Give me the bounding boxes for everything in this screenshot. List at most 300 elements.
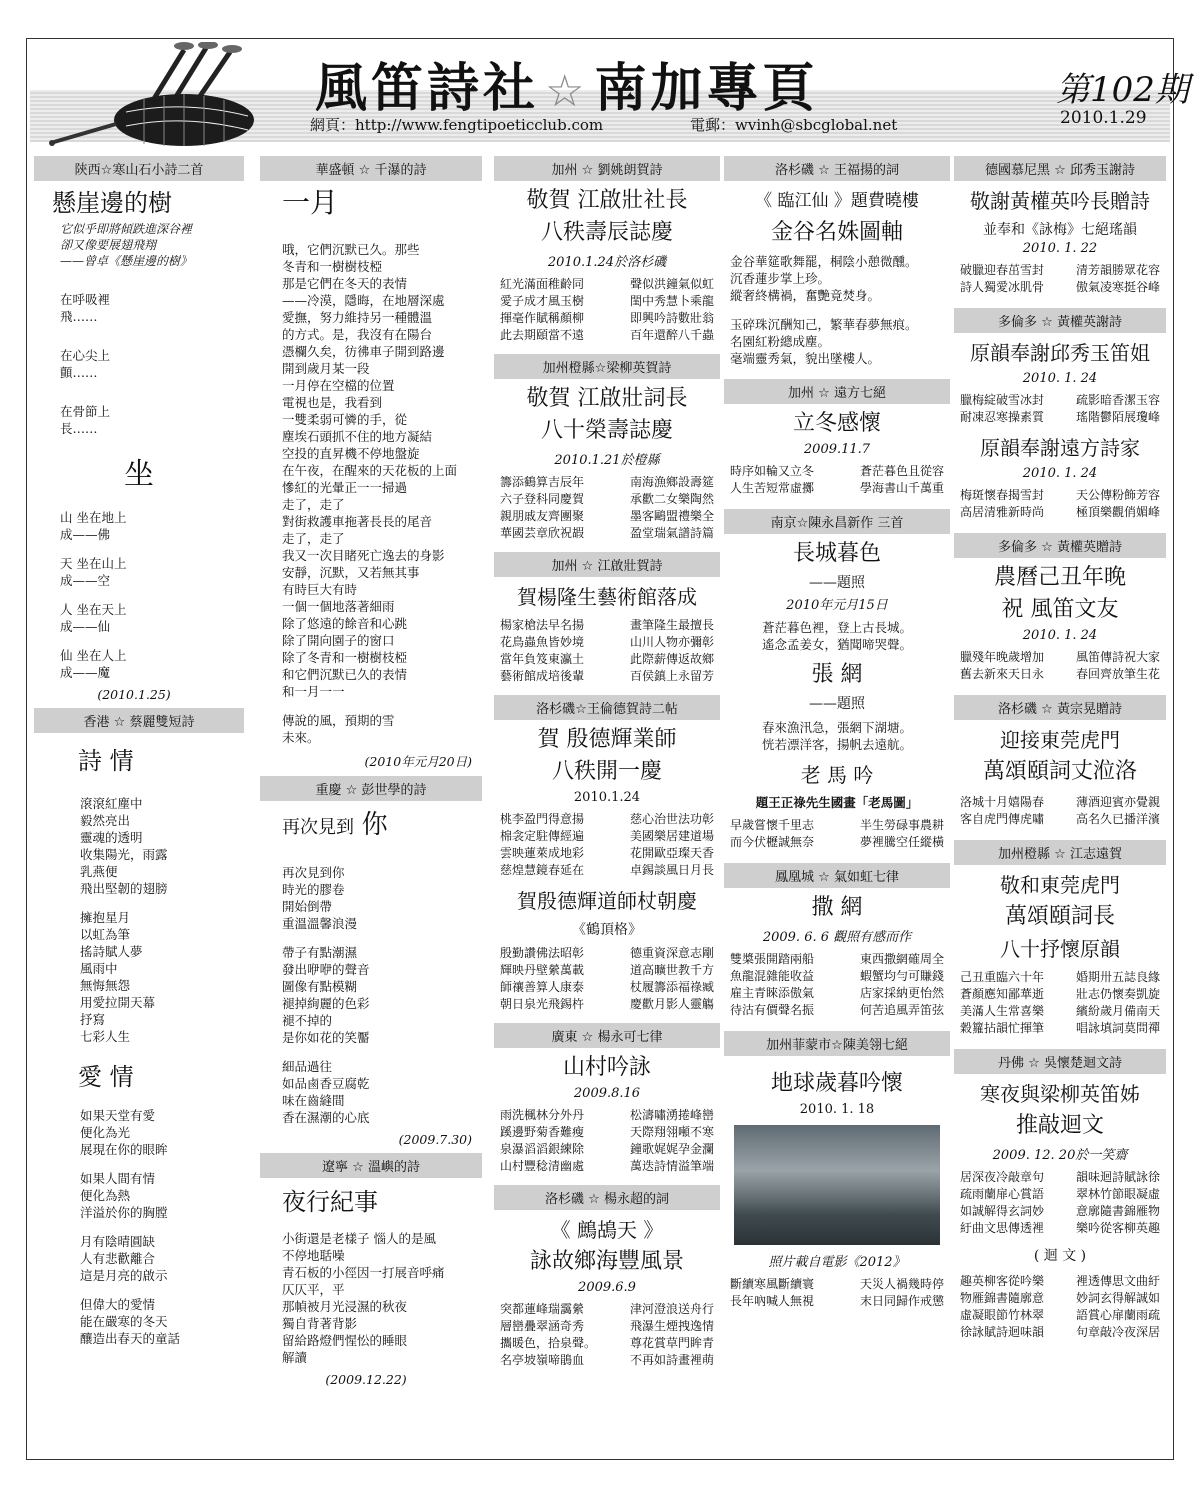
- section-bar: 廣東 ☆ 楊永可七律: [494, 1023, 720, 1048]
- couplet-row: [494, 525, 720, 542]
- couplet-line: 時序如輪又立冬: [730, 464, 815, 478]
- couplet-line: 清芳韻勝眾花容: [1075, 263, 1160, 277]
- couplet-line: 而今伏櫪誠無奈: [730, 835, 815, 849]
- couplet-row: [494, 508, 720, 525]
- couplet-row: [954, 969, 1166, 986]
- photo-image: [734, 1125, 940, 1245]
- couplet-line: 楊家槍法早名揚: [500, 618, 585, 632]
- couplet-line: 聲似洪鐘氣似虹: [629, 277, 714, 291]
- couplet-line: 東西撒網確周全: [859, 952, 944, 966]
- title-left: 風笛詩社: [315, 59, 540, 119]
- poem-line: 傳說的風，預期的雪: [282, 713, 395, 728]
- section-bar: 香港 ☆ 蔡麗雙短詩: [34, 708, 244, 733]
- poem-line: 成——魔: [60, 665, 111, 680]
- poem-title: 萬頌頤詞丈涖洛: [982, 759, 1137, 784]
- couplet-line: 語賞心扉蘭雨疏: [1075, 1308, 1160, 1322]
- poem-line: 沉香蓮步掌上珍。: [730, 271, 831, 286]
- poem-title: 立冬感懷: [792, 411, 881, 436]
- couplet-line: 半生勞碌事農耕: [859, 818, 944, 832]
- couplet-line: 蹊邊野菊香難瘦: [500, 1125, 585, 1139]
- poem-line: 除了開向園子的窗口: [282, 633, 395, 648]
- poem-line: 展現在你的眼眸: [80, 1142, 168, 1157]
- poem-line: 有時巨大有時: [282, 582, 358, 597]
- poem-title: 一月: [282, 186, 339, 219]
- couplet-row: [494, 1141, 720, 1158]
- poem-line: 在午夜，在醒來的天花板的上面: [282, 463, 458, 478]
- poem-body: [954, 392, 1166, 426]
- couplet-row: [494, 327, 720, 344]
- couplet-line: 薄酒迎賓亦覺親: [1075, 795, 1160, 809]
- poem-line: 收集陽光，雨露: [80, 847, 168, 862]
- section-bar: 多倫多 ☆ 黃權英謝詩: [954, 308, 1166, 333]
- section-bar: 華盛頓 ☆ 千瀑的詩: [260, 156, 482, 181]
- poem-date: 2010.1.24: [573, 790, 641, 805]
- poem-body: [494, 811, 720, 879]
- couplet-line: 棉衾定駐傳經遍: [500, 829, 585, 843]
- poem-line: 重溫溫馨浪漫: [282, 916, 358, 931]
- couplet-line: 雙槳張開踏兩船: [730, 952, 815, 966]
- couplet-row: [494, 962, 720, 979]
- poem-title: 懸崖邊的樹: [52, 189, 172, 217]
- couplet-line: 慈煌慧鏡春延在: [500, 863, 585, 877]
- poem-line: 仙 坐在人上: [60, 648, 127, 663]
- poem-line: 一雙柔弱可憐的手，從: [282, 412, 408, 427]
- poem-line: 開到歲月某一段: [282, 361, 370, 376]
- poem-date: 2010年元月15日: [786, 598, 888, 613]
- poem-subtitle: ——題照: [809, 696, 865, 712]
- couplet-row: [954, 1186, 1166, 1203]
- poem-line: 安靜，沉默，又若無其事: [282, 565, 420, 580]
- couplet-line: 翠林竹節眼凝虛: [1075, 1187, 1160, 1201]
- couplet-line: 唱詠填詞莫問禪: [1075, 1021, 1160, 1035]
- couplet-row: [954, 1220, 1166, 1237]
- poem-line: 這是月亮的啟示: [80, 1268, 168, 1283]
- poem-title: 賀 殷德輝業師: [537, 727, 677, 752]
- couplet-row: [494, 474, 720, 491]
- couplet-line: 卓錫談風日月長: [629, 863, 714, 877]
- poem-body: [954, 794, 1166, 828]
- couplet-line: 不再如詩畫裡萌: [629, 1353, 714, 1367]
- poem-title: 坐: [124, 457, 154, 492]
- poem-title: 敬賀 江啟壯社長: [526, 188, 688, 213]
- poem-line: 對街救護車拖著長長的尾音: [282, 514, 433, 529]
- poem-body: [494, 945, 720, 1013]
- section-bar: 陝西☆寒山石小詩二首: [34, 156, 244, 181]
- poem-line: 如果天堂有愛: [80, 1108, 156, 1123]
- poem-line: 空投的直昇機不停地盤旋: [282, 446, 420, 461]
- couplet-line: 朝日泉光飛錫杵: [500, 997, 585, 1011]
- couplet-line: 待沽有價聲名振: [730, 1003, 815, 1017]
- couplet-row: [494, 1301, 720, 1318]
- couplet-line: 山川人物亦彌彰: [629, 635, 714, 649]
- poem-line: 搖詩賦人夢: [80, 944, 143, 959]
- couplet-line: 徐詠賦詩迴味韻: [960, 1325, 1045, 1339]
- poem-title: 敬謝黃權英吟長贈詩: [970, 189, 1150, 213]
- couplet-row: [954, 409, 1166, 426]
- couplet-line: 津河澄浪送舟行: [629, 1302, 714, 1316]
- poem-line: 和它們沉默已久的表情: [282, 667, 408, 682]
- couplet-row: [494, 1107, 720, 1124]
- poem-line: 顫……: [60, 365, 98, 380]
- masthead: [30, 42, 1189, 152]
- couplet-row: [494, 828, 720, 845]
- couplet-row: [494, 845, 720, 862]
- poem-line: [282, 1046, 482, 1058]
- poem-line: 名園紅粉總成塵。: [730, 334, 831, 349]
- couplet-row: [724, 1002, 950, 1019]
- poem-date: 2009.8.16: [573, 1086, 641, 1101]
- poem-date: (2010.1.25): [97, 687, 171, 702]
- couplet-line: 極頂樂觀俏媚峰: [1075, 505, 1160, 519]
- poem-body: [494, 1301, 720, 1369]
- poem-line: 以虹為筆: [80, 927, 131, 942]
- section-bar: 南京☆陳永昌新作 三首: [724, 509, 950, 534]
- poem-title: 山村吟詠: [562, 1055, 651, 1080]
- poem-line: 慘紅的光暈正一一掃過: [282, 480, 408, 495]
- poem-line: 小街還是老樣子 惱人的是風: [282, 1231, 436, 1246]
- poem-title: 八秩開一慶: [551, 759, 662, 784]
- couplet-line: 墨客鷗盟禮樂全: [629, 509, 714, 523]
- couplet-row: [724, 834, 950, 851]
- couplet-line: 美國樂居建道場: [629, 829, 714, 843]
- couplet-line: 畫筆隆生最擅長: [629, 618, 714, 632]
- couplet-row: [494, 1158, 720, 1175]
- poem-line: 憑欄久矣，彷彿車子開到路邊: [282, 344, 445, 359]
- poem-line: 縱奢終構禍，奮艷竟焚身。: [730, 288, 881, 303]
- couplet-row: [494, 1318, 720, 1335]
- poem-line: 開始倒帶: [282, 899, 333, 914]
- couplet-line: 壯志仍懷奏凱旋: [1075, 987, 1160, 1001]
- poem-title: 敬和東莞虎門: [1000, 873, 1120, 897]
- poem-title: [260, 809, 482, 844]
- couplet-line: 承歡二女樂陶然: [629, 492, 714, 506]
- poem-body: [954, 649, 1166, 683]
- couplet-line: 婚期卅五誌良緣: [1075, 970, 1160, 984]
- poem-form: 《鶴頂格》: [572, 922, 642, 938]
- poem-date: (2010年元月20日): [364, 754, 472, 769]
- poem-body: [724, 1276, 950, 1310]
- poem-line: 飛……: [60, 309, 98, 324]
- poem-title: 撒 網: [811, 895, 863, 920]
- poem-line: 便化為熱: [80, 1188, 131, 1203]
- couplet-row: [494, 1352, 720, 1369]
- section-bar: 德國慕尼黑 ☆ 邱秀玉謝詩: [954, 156, 1166, 181]
- poem-body: [954, 1169, 1166, 1237]
- couplet-line: 慈心治世法功彰: [629, 812, 714, 826]
- couplet-row: [954, 392, 1166, 409]
- poem-title: 八十抒懷原韻: [1000, 937, 1120, 961]
- poem-line: 長……: [60, 421, 98, 436]
- couplet-line: 德重資深意志剛: [629, 946, 714, 960]
- couplet-row: [954, 504, 1166, 521]
- couplet-line: 花鳥蟲魚皆妙境: [500, 635, 585, 649]
- couplet-line: 殷勤讚佛法昭彰: [500, 946, 585, 960]
- poem-line: 發出咿咿的聲音: [282, 962, 370, 977]
- poem-line: 山 坐在地上: [60, 510, 127, 525]
- poem-line: 愛撫，努力維持另一種體溫: [282, 310, 433, 325]
- poem-line: 春來漁汛急，張網下湖塘。: [761, 720, 912, 735]
- couplet-row: [954, 262, 1166, 279]
- poem-line: 細品過往: [282, 1059, 333, 1074]
- couplet-line: 臘殘年晚歲增加: [960, 650, 1045, 664]
- section-bar: 鳳凰城 ☆ 氣如虹七律: [724, 863, 950, 888]
- poem-line: 抒寫: [80, 1012, 106, 1027]
- poem-line: 和一月一一: [282, 684, 345, 699]
- poem-date: 2010. 1. 22: [1022, 241, 1098, 256]
- poem-line: 能在嚴寒的冬天: [80, 1314, 168, 1329]
- poem-date: 2010.1.21於橙縣: [554, 453, 660, 468]
- poem-title: 原韻奉謝遠方詩家: [980, 436, 1140, 460]
- couplet-line: 瑤階鬱陌展瓊峰: [1075, 410, 1160, 424]
- poem-title: 迎接東莞虎門: [1000, 728, 1120, 752]
- poem-date: 2010. 1. 24: [1022, 371, 1098, 386]
- couplet-line: 道高曠世教千方: [629, 963, 714, 977]
- poem-title: 萬頌頤詞長: [1004, 904, 1115, 929]
- couplet-line: 即興吟詩數壯翁: [629, 311, 714, 325]
- poem-body: [954, 969, 1166, 1037]
- epigraph-line: 它似乎即將傾跌進深谷裡: [60, 222, 193, 236]
- poem-line: 除了悠遠的餘音和心跳: [282, 616, 408, 631]
- couplet-row: [954, 1020, 1166, 1037]
- poem-title: 《 臨江仙 》題費曉樓: [755, 191, 919, 211]
- column-4: [724, 156, 950, 1448]
- couplet-row: [494, 811, 720, 828]
- poem-title: 張 網: [811, 662, 863, 687]
- poem-body: [494, 276, 720, 344]
- couplet-line: 高居清雅新時尚: [960, 505, 1045, 519]
- couplet-line: 百侯鎮上永留芳: [629, 669, 714, 683]
- couplet-line: 末日同歸作戒懲: [859, 1294, 944, 1308]
- couplet-line: 居深夜冷敲章句: [960, 1170, 1045, 1184]
- section-bar: 洛杉磯 ☆ 王福揚的詞: [724, 156, 950, 181]
- poem-line: 那幀被月光浸濕的秋夜: [282, 1299, 408, 1314]
- couplet-line: 此去期頤當不遠: [500, 328, 585, 342]
- couplet-line: 山村豐稔清幽處: [500, 1159, 585, 1173]
- poem-line: 電視也是，我看到: [282, 395, 383, 410]
- column-1: [34, 156, 244, 1448]
- poem-line: 褪掉絢麗的色彩: [282, 996, 370, 1011]
- poem-title-part: 再次見到: [282, 817, 354, 838]
- couplet-line: 高名久已播洋濱: [1075, 812, 1160, 826]
- poem-line: 香在濕潮的心底: [282, 1110, 370, 1125]
- poem-date: (2009.12.22): [325, 1372, 407, 1387]
- poem-line: 七彩人生: [80, 1029, 131, 1044]
- poem-body: [724, 463, 950, 497]
- couplet-line: 句章敲冷夜深居: [1075, 1325, 1160, 1339]
- couplet-line: 桃李盈門得意揚: [500, 812, 585, 826]
- couplet-row: [494, 651, 720, 668]
- couplet-line: 春回齊放筆生花: [1075, 667, 1160, 681]
- poem-date: 2010. 1. 24: [1022, 466, 1098, 481]
- poem-line: 蒼茫暮色裡，登上古長城。: [761, 620, 912, 635]
- epigraph-line: 卻又像要展翅飛翔: [60, 238, 157, 252]
- couplet-line: 傲氣凌寒挺谷峰: [1075, 280, 1160, 294]
- couplet-line: 早歲嘗懷千里志: [730, 818, 815, 832]
- poem-body: [954, 262, 1166, 296]
- poem-title: 敬賀 江啟壯詞長: [526, 386, 688, 411]
- poem-line: 塵埃石頭抓不住的地方凝結: [282, 429, 433, 444]
- couplet-line: 尊花賞草門眸青: [629, 1336, 714, 1350]
- couplet-line: 松濤嘯湧捲峰巒: [629, 1108, 714, 1122]
- couplet-line: 人生苦短常虛擲: [730, 481, 815, 495]
- couplet-line: 百年還醉八千蟲: [629, 328, 714, 342]
- poem-subtitle: ——題照: [809, 575, 865, 591]
- couplet-line: 師禳善算人康泰: [500, 980, 585, 994]
- poem-line: [282, 932, 482, 944]
- poem-title: 詠故鄉海豐風景: [529, 1249, 684, 1274]
- issue-number: 第102期: [1056, 70, 1189, 110]
- couplet-row: [724, 1293, 950, 1310]
- poem-line: 不停地聒噪: [282, 1248, 345, 1263]
- poem-line: 我又一次目睹死亡逸去的身影: [282, 548, 445, 563]
- couplet-row: [494, 617, 720, 634]
- poem-line: 擁抱星月: [80, 910, 131, 925]
- poem-line: 人 坐在天上: [60, 602, 127, 617]
- poem-line: 風雨中: [80, 961, 118, 976]
- couplet-row: [724, 480, 950, 497]
- poem-line: 帶子有點潮濕: [282, 945, 358, 960]
- couplet-line: 華國芸章欣祝嘏: [500, 526, 585, 540]
- couplet-line: 繽紛歲月備南天: [1075, 1004, 1160, 1018]
- poem-line: 人有悲歡離合: [80, 1251, 156, 1266]
- poem-date: 2009.11.7: [803, 442, 871, 457]
- poem-title: 愛 情: [78, 1063, 134, 1091]
- poem-date: 2009. 12. 20於一笑齋: [992, 1148, 1128, 1163]
- couplet-line: 魚龍混雜能收益: [730, 969, 815, 983]
- poem-line: 金谷華筵歌舞罷，桐陰小憩微醺。: [730, 254, 918, 269]
- couplet-row: [494, 996, 720, 1013]
- couplet-line: 疏影暗香潔玉容: [1075, 393, 1160, 407]
- couplet-line: 南海漁鄉設壽筵: [629, 475, 714, 489]
- couplet-line: 蒼顏應知鄙華逝: [960, 987, 1045, 1001]
- section-bar: 加州 ☆ 遠方七絕: [724, 379, 950, 404]
- couplet-line: 紅光滿面稚齡同: [500, 277, 585, 291]
- couplet-line: 破臘迎春茁雪封: [960, 263, 1045, 277]
- poem-line: 未來。: [282, 730, 320, 745]
- poem-body: [494, 474, 720, 542]
- section-bar: 遼寧 ☆ 溫嶼的詩: [260, 1153, 482, 1178]
- couplet-row: [954, 1307, 1166, 1324]
- poem-title: 寒夜與梁柳英笛姊: [980, 1082, 1140, 1106]
- couplet-line: 疏雨蘭扉心賞語: [960, 1187, 1045, 1201]
- poem-body: [494, 1107, 720, 1175]
- couplet-line: 妙詞玄得解誠如: [1075, 1291, 1160, 1305]
- couplet-line: 慶歡月影人靈觴: [629, 997, 714, 1011]
- poem-line: 玉碎珠沉酬知己，繁華春夢無痕。: [730, 317, 918, 332]
- poem-line: 一月停在空檔的位置: [282, 378, 395, 393]
- poem-line: 成——空: [60, 573, 111, 588]
- couplet-line: 美滿人生常喜樂: [960, 1004, 1045, 1018]
- poem-subtitle: ( 迴 文 ): [1033, 1248, 1087, 1264]
- poem-line: 成——仙: [60, 619, 111, 634]
- couplet-line: 長年吶喊人無視: [730, 1294, 815, 1308]
- couplet-row: [954, 1203, 1166, 1220]
- poem-line: ——冷漠，隱晦，在地層深處: [282, 293, 445, 308]
- couplet-row: [954, 1273, 1166, 1290]
- couplet-row: [954, 794, 1166, 811]
- poem-subtitle: 並奉和《詠梅》七絕瑤韻: [983, 222, 1137, 238]
- couplet-line: 愛子成才風玉樹: [500, 294, 585, 308]
- couplet-line: 風笛傳詩祝大家: [1075, 650, 1160, 664]
- couplet-row: [954, 811, 1166, 828]
- poem-line: 哦，它們沉默已久。那些: [282, 242, 420, 257]
- couplet-line: 攜暖色，拾泉聲。: [500, 1336, 597, 1350]
- couplet-line: 萬迭詩情溢筆端: [629, 1159, 714, 1173]
- poem-body: [954, 1273, 1166, 1341]
- couplet-line: 詩人獨愛冰肌骨: [960, 280, 1045, 294]
- couplet-line: 紆曲文思傳透裡: [960, 1221, 1045, 1235]
- poem-title: 祝 風笛文友: [1001, 597, 1119, 622]
- couplet-line: 斷續寒風斷續寰: [730, 1277, 815, 1291]
- poem-title: 詩 情: [78, 747, 134, 775]
- poem-title: 《 鷓鴣天 》: [550, 1218, 664, 1242]
- poem-line: 一個一個地落著細雨: [282, 599, 395, 614]
- title-right: 南加專頁: [594, 59, 819, 119]
- column-2: [260, 156, 482, 1448]
- section-bar: 加州 ☆ 江啟壯賀詩: [494, 552, 720, 577]
- poem-title: 推敲迴文: [1015, 1113, 1104, 1138]
- poem-date: (2009.7.30): [398, 1132, 472, 1147]
- poem-line: 靈魂的透明: [80, 830, 143, 845]
- poem-line: 走了，走了: [282, 531, 345, 546]
- couplet-row: [724, 1276, 950, 1293]
- website-text: 網頁：http://www.fengtipoeticclub.com: [310, 116, 604, 134]
- poem-title: 八秩壽辰誌慶: [540, 220, 673, 245]
- poem-line: 遙念孟姜女，猶聞啼哭聲。: [761, 637, 912, 652]
- couplet-line: 趣英柳客從吟樂: [960, 1274, 1045, 1288]
- poem-line: 毅然亮出: [80, 813, 131, 828]
- poem-body: [260, 241, 482, 746]
- poem-title: 原韻奉謝邱秀玉笛姐: [970, 341, 1150, 365]
- poem-line: 那是它們在冬天的表情: [282, 276, 408, 291]
- couplet-line: 樂吟從客柳英趣: [1075, 1221, 1160, 1235]
- couplet-line: 突都蓮峰瑞靄縈: [500, 1302, 585, 1316]
- poem-line: 便化為光: [80, 1125, 131, 1140]
- section-bar: 加州橙縣☆梁柳英賀詩: [494, 354, 720, 379]
- poem-title: 老 馬 吟: [800, 763, 874, 787]
- poem-line: 如果人間有情: [80, 1171, 156, 1186]
- couplet-line: 物雁錦書隨廓意: [960, 1291, 1045, 1305]
- couplet-line: 己丑重臨六十年: [960, 970, 1045, 984]
- poem-line: 留給路燈們惺忪的睡眼: [282, 1333, 408, 1348]
- email-text: 電郵：wvinh@sbcglobal.net: [690, 116, 898, 134]
- couplet-line: 雲映蓮萊成地彩: [500, 846, 585, 860]
- page-title: [315, 46, 818, 121]
- poem-line: 無悔無怨: [80, 978, 131, 993]
- section-bar: 加州 ☆ 劉姚朗賀詩: [494, 156, 720, 181]
- section-bar: 洛杉磯 ☆ 黃宗晃贈詩: [954, 695, 1166, 720]
- couplet-line: 學海書山千萬重: [859, 481, 944, 495]
- couplet-row: [954, 1324, 1166, 1341]
- couplet-line: 天災人禍幾時停: [859, 1277, 944, 1291]
- couplet-row: [494, 862, 720, 879]
- couplet-row: [954, 986, 1166, 1003]
- couplet-line: 杖履籌添福祿臧: [629, 980, 714, 994]
- poem-line: 再次見到你: [282, 865, 345, 880]
- couplet-line: 六子登科同慶賀: [500, 492, 585, 506]
- column-5: [954, 156, 1166, 1448]
- poem-title: 賀楊隆生藝術館落成: [517, 585, 697, 609]
- couplet-line: 穀籮拈韻忙揮筆: [960, 1021, 1045, 1035]
- poem-line: [282, 700, 482, 712]
- couplet-line: 何苦追風弄笛弦: [859, 1003, 944, 1017]
- issue-date: 2010.1.29: [1060, 108, 1147, 128]
- poem-date: 2010. 1. 18: [799, 1102, 875, 1117]
- couplet-row: [494, 945, 720, 962]
- poem-line: 用愛拉開天幕: [80, 995, 156, 1010]
- poem-title: 農曆己丑年晚: [993, 565, 1126, 590]
- couplet-line: 籌添鶴算吉辰年: [500, 475, 585, 489]
